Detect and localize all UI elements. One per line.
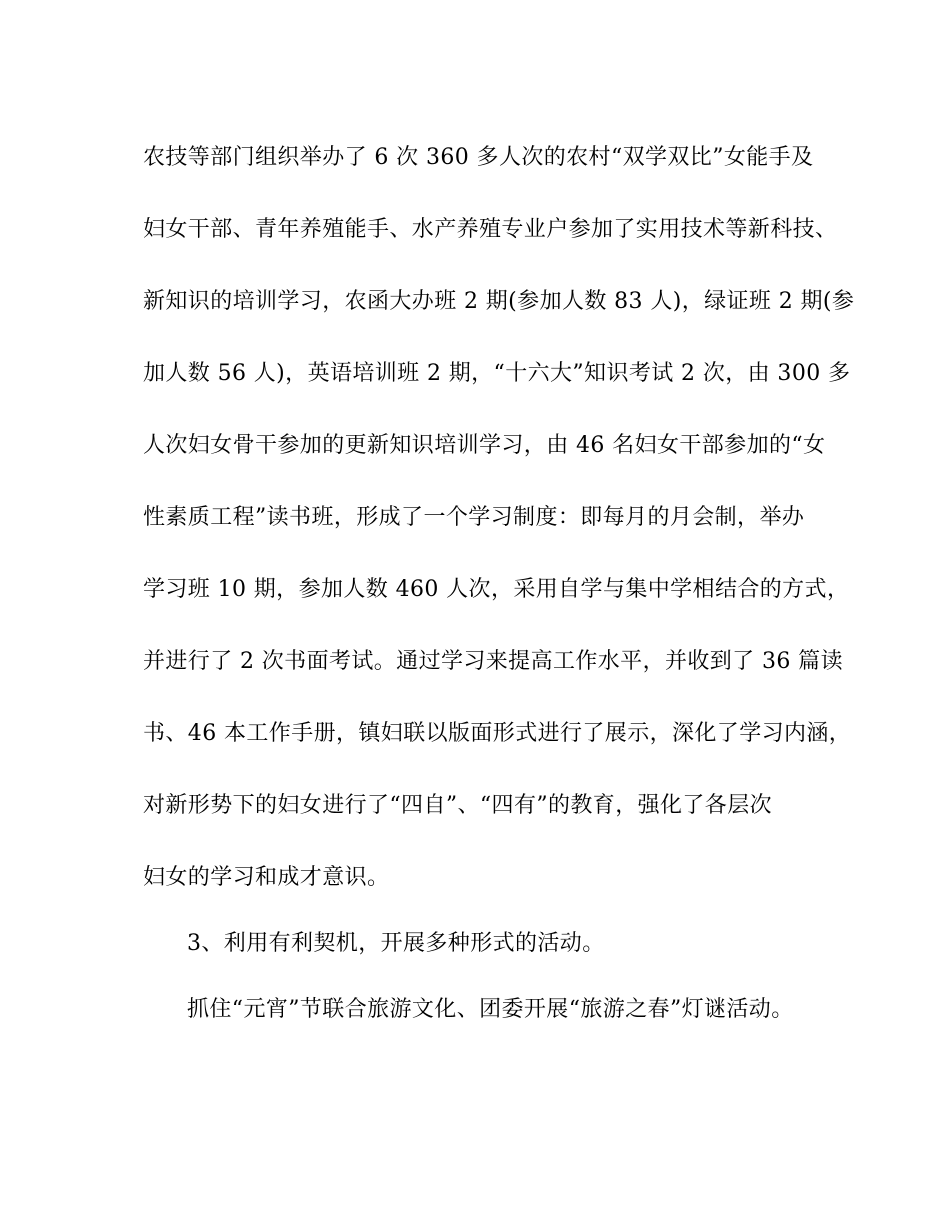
body-text-line: 性素质工程”读书班，形成了一个学习制度：即每月的月会制，举办 (143, 505, 805, 530)
body-text-line: 学习班 10 期，参加人数 460 人次，采用自学与集中学相结合的方式， (143, 577, 850, 602)
body-text-line: 对新形势下的妇女进行了“四自”、“四有”的教育，强化了各层次 (143, 793, 772, 818)
body-text-line: 妇女的学习和成才意识。 (143, 865, 390, 890)
body-text-line: 人次妇女骨干参加的更新知识培训学习，由 46 名妇女干部参加的“女 (143, 433, 826, 458)
body-text-line: 加人数 56 人)，英语培训班 2 期，“十六大”知识考试 2 次，由 300 多 (143, 361, 851, 386)
body-text-line: 并进行了 2 次书面考试。通过学习来提高工作水平，并收到了 36 篇读 (143, 649, 843, 674)
paragraph-text: 抓住“元宵”节联合旅游文化、团委开展“旅游之春”灯谜活动。 (187, 997, 794, 1022)
body-text-line: 妇女干部、青年养殖能手、水产养殖专业户参加了实用技术等新科技、 (143, 217, 838, 242)
body-text-line: 新知识的培训学习，农函大办班 2 期(参加人数 83 人)，绿证班 2 期(参 (143, 289, 855, 314)
body-text-line: 书、46 本工作手册，镇妇联以版面形式进行了展示，深化了学习内涵， (143, 721, 852, 746)
section-heading: 3、利用有利契机，开展多种形式的活动。 (187, 931, 605, 956)
body-text-line: 农技等部门组织举办了 6 次 360 多人次的农村“双学双比”女能手及 (143, 145, 814, 170)
